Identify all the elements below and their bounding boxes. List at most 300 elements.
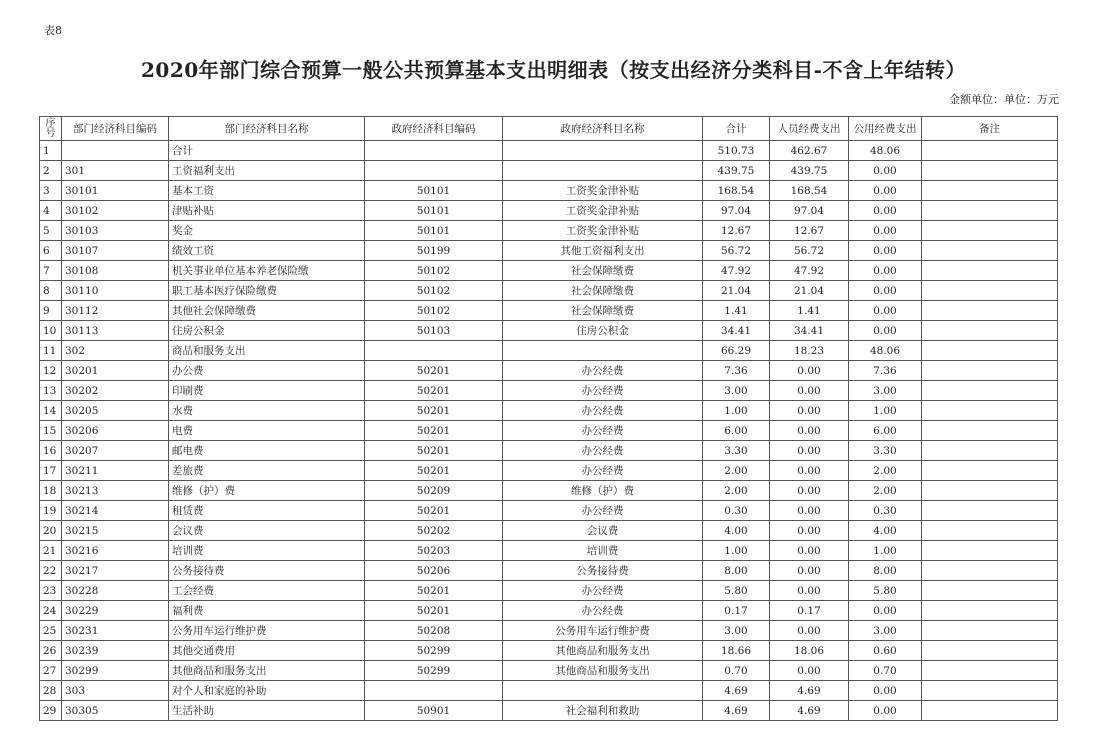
cell-dept-code: 30211 [62,461,169,481]
cell-personnel: 0.00 [770,581,849,601]
cell-personnel: 47.92 [770,261,849,281]
cell-remark [922,261,1058,281]
cell-gov-name: 培训费 [503,541,703,561]
cell-personnel: 0.00 [770,561,849,581]
cell-public: 7.36 [849,361,922,381]
table-row [40,601,1058,621]
cell-gov-name [503,141,703,161]
cell-public: 0.00 [849,221,922,241]
table-row [40,621,1058,641]
cell-seq: 23 [40,581,62,601]
cell-personnel: 97.04 [770,201,849,221]
cell-dept-name: 奖金 [169,221,365,241]
cell-public: 4.00 [849,521,922,541]
table-row [40,421,1058,441]
cell-gov-name [503,341,703,361]
cell-personnel: 0.00 [770,501,849,521]
cell-gov-code: 50201 [365,461,503,481]
cell-dept-name: 对个人和家庭的补助 [169,681,365,701]
cell-total: 3.30 [703,441,770,461]
cell-dept-name: 办公费 [169,361,365,381]
cell-dept-name: 会议费 [169,521,365,541]
cell-remark [922,141,1058,161]
cell-remark [922,481,1058,501]
cell-public: 48.06 [849,141,922,161]
cell-remark [922,601,1058,621]
cell-dept-code: 30216 [62,541,169,561]
cell-remark [922,441,1058,461]
cell-personnel: 21.04 [770,281,849,301]
cell-dept-name: 津贴补贴 [169,201,365,221]
cell-dept-code: 30305 [62,701,169,721]
table-row [40,681,1058,701]
cell-gov-code: 50102 [365,281,503,301]
cell-public: 8.00 [849,561,922,581]
cell-dept-name: 工会经费 [169,581,365,601]
cell-gov-code: 50101 [365,201,503,221]
cell-dept-name: 维修（护）费 [169,481,365,501]
cell-dept-code: 30239 [62,641,169,661]
cell-dept-code: 30229 [62,601,169,621]
cell-personnel: 439.75 [770,161,849,181]
cell-gov-name: 工资奖金津补贴 [503,221,703,241]
header-personnel: 人员经费支出 [770,117,849,141]
cell-dept-code: 30214 [62,501,169,521]
cell-total: 0.30 [703,501,770,521]
cell-remark [922,661,1058,681]
cell-total: 3.00 [703,381,770,401]
cell-personnel: 0.00 [770,621,849,641]
cell-public: 0.30 [849,501,922,521]
table-row [40,461,1058,481]
cell-public: 3.30 [849,441,922,461]
cell-gov-code: 50209 [365,481,503,501]
cell-dept-code: 30213 [62,481,169,501]
cell-gov-code: 50101 [365,181,503,201]
cell-remark [922,361,1058,381]
cell-remark [922,181,1058,201]
cell-personnel: 4.69 [770,681,849,701]
cell-gov-code [365,681,503,701]
cell-gov-code: 50201 [365,601,503,621]
cell-gov-code: 50208 [365,621,503,641]
table-row [40,441,1058,461]
cell-seq: 8 [40,281,62,301]
cell-total: 8.00 [703,561,770,581]
table-row [40,581,1058,601]
cell-gov-name: 住房公积金 [503,321,703,341]
cell-gov-name: 办公经费 [503,461,703,481]
cell-dept-code: 30101 [62,181,169,201]
cell-seq: 3 [40,181,62,201]
cell-dept-code: 30228 [62,581,169,601]
cell-dept-name: 合计 [169,141,365,161]
table-row [40,201,1058,221]
cell-personnel: 1.41 [770,301,849,321]
cell-seq: 25 [40,621,62,641]
cell-total: 12.67 [703,221,770,241]
cell-seq: 27 [40,661,62,681]
cell-total: 0.70 [703,661,770,681]
cell-dept-code: 30206 [62,421,169,441]
cell-seq: 12 [40,361,62,381]
cell-public: 0.00 [849,321,922,341]
cell-total: 168.54 [703,181,770,201]
header-gov-name: 政府经济科目名称 [503,117,703,141]
cell-dept-name: 其他商品和服务支出 [169,661,365,681]
cell-remark [922,681,1058,701]
cell-gov-name: 办公经费 [503,381,703,401]
cell-dept-name: 职工基本医疗保险缴费 [169,281,365,301]
cell-personnel: 0.17 [770,601,849,621]
table-row [40,241,1058,261]
cell-seq: 14 [40,401,62,421]
cell-seq: 9 [40,301,62,321]
cell-remark [922,321,1058,341]
cell-remark [922,341,1058,361]
cell-dept-code: 302 [62,341,169,361]
cell-remark [922,541,1058,561]
cell-seq: 18 [40,481,62,501]
cell-gov-name: 办公经费 [503,441,703,461]
table-header-row [40,117,1058,141]
cell-gov-name: 公务接待费 [503,561,703,581]
cell-public: 48.06 [849,341,922,361]
cell-dept-code [62,141,169,161]
table-row [40,181,1058,201]
cell-dept-code: 30102 [62,201,169,221]
cell-gov-code: 50199 [365,241,503,261]
cell-total: 34.41 [703,321,770,341]
cell-gov-name: 办公经费 [503,601,703,621]
cell-personnel: 0.00 [770,461,849,481]
cell-total: 3.00 [703,621,770,641]
cell-personnel: 0.00 [770,521,849,541]
cell-dept-name: 其他社会保障缴费 [169,301,365,321]
cell-gov-code: 50201 [365,401,503,421]
cell-seq: 16 [40,441,62,461]
cell-total: 5.80 [703,581,770,601]
cell-gov-code: 50101 [365,221,503,241]
page-title: 2020年部门综合预算一般公共预算基本支出明细表（按支出经济分类科目-不含上年结转） [141,58,966,82]
cell-remark [922,501,1058,521]
cell-total: 1.00 [703,541,770,561]
cell-remark [922,221,1058,241]
cell-dept-code: 30215 [62,521,169,541]
cell-remark [922,641,1058,661]
cell-seq: 7 [40,261,62,281]
cell-gov-code [365,141,503,161]
table-row [40,701,1058,721]
cell-gov-code: 50102 [365,261,503,281]
header-remark: 备注 [922,117,1058,141]
cell-personnel: 0.00 [770,661,849,681]
cell-gov-name: 办公经费 [503,361,703,381]
cell-seq: 4 [40,201,62,221]
cell-gov-name: 办公经费 [503,501,703,521]
cell-personnel: 12.67 [770,221,849,241]
cell-dept-name: 生活补助 [169,701,365,721]
cell-remark [922,161,1058,181]
cell-public: 1.00 [849,541,922,561]
table-row [40,221,1058,241]
cell-personnel: 18.06 [770,641,849,661]
cell-gov-name: 其他商品和服务支出 [503,661,703,681]
cell-public: 0.00 [849,261,922,281]
cell-remark [922,381,1058,401]
cell-dept-name: 绩效工资 [169,241,365,261]
cell-gov-name: 公务用车运行维护费 [503,621,703,641]
cell-dept-name: 印刷费 [169,381,365,401]
cell-dept-name: 差旅费 [169,461,365,481]
cell-public: 0.00 [849,281,922,301]
cell-dept-name: 邮电费 [169,441,365,461]
cell-remark [922,561,1058,581]
table-row [40,301,1058,321]
cell-seq: 19 [40,501,62,521]
cell-dept-code: 30112 [62,301,169,321]
cell-gov-name: 社会福利和救助 [503,701,703,721]
cell-seq: 28 [40,681,62,701]
cell-personnel: 0.00 [770,481,849,501]
cell-dept-code: 30113 [62,321,169,341]
cell-gov-code: 50103 [365,321,503,341]
cell-remark [922,521,1058,541]
table-row [40,261,1058,281]
cell-public: 0.00 [849,201,922,221]
cell-gov-code: 50201 [365,581,503,601]
cell-dept-name: 租赁费 [169,501,365,521]
cell-total: 56.72 [703,241,770,261]
cell-gov-name [503,161,703,181]
cell-gov-code: 50102 [365,301,503,321]
cell-total: 2.00 [703,461,770,481]
cell-gov-name: 工资奖金津补贴 [503,201,703,221]
cell-personnel: 34.41 [770,321,849,341]
cell-gov-name: 办公经费 [503,581,703,601]
table-row [40,361,1058,381]
cell-dept-code: 30110 [62,281,169,301]
cell-remark [922,241,1058,261]
cell-dept-code: 30202 [62,381,169,401]
cell-public: 0.00 [849,301,922,321]
cell-public: 0.00 [849,181,922,201]
cell-dept-code: 30201 [62,361,169,381]
cell-seq: 13 [40,381,62,401]
cell-seq: 10 [40,321,62,341]
cell-gov-code: 50901 [365,701,503,721]
header-dept-name: 部门经济科目名称 [169,117,365,141]
cell-seq: 5 [40,221,62,241]
cell-dept-name: 福利费 [169,601,365,621]
cell-gov-code: 50202 [365,521,503,541]
table-row [40,381,1058,401]
cell-total: 2.00 [703,481,770,501]
cell-seq: 21 [40,541,62,561]
cell-gov-name: 工资奖金津补贴 [503,181,703,201]
form-number: 表8 [44,24,62,37]
cell-gov-name: 社会保障缴费 [503,281,703,301]
cell-personnel: 462.67 [770,141,849,161]
cell-seq: 24 [40,601,62,621]
cell-personnel: 0.00 [770,441,849,461]
cell-public: 0.00 [849,601,922,621]
cell-gov-code: 50201 [365,381,503,401]
cell-public: 0.00 [849,701,922,721]
cell-gov-code: 50299 [365,641,503,661]
cell-total: 21.04 [703,281,770,301]
cell-dept-name: 水费 [169,401,365,421]
cell-gov-code: 50299 [365,661,503,681]
budget-detail-table [39,116,1058,721]
cell-remark [922,621,1058,641]
cell-remark [922,701,1058,721]
table-row [40,481,1058,501]
cell-public: 0.00 [849,681,922,701]
cell-remark [922,301,1058,321]
cell-personnel: 0.00 [770,361,849,381]
cell-dept-code: 30103 [62,221,169,241]
cell-total: 0.17 [703,601,770,621]
cell-gov-code: 50201 [365,421,503,441]
cell-personnel: 0.00 [770,401,849,421]
table-row [40,541,1058,561]
cell-gov-name [503,681,703,701]
cell-gov-name: 会议费 [503,521,703,541]
table-row [40,161,1058,181]
cell-total: 439.75 [703,161,770,181]
cell-public: 6.00 [849,421,922,441]
cell-seq: 22 [40,561,62,581]
cell-gov-name: 社会保障缴费 [503,301,703,321]
cell-dept-code: 30205 [62,401,169,421]
cell-total: 4.69 [703,681,770,701]
cell-personnel: 168.54 [770,181,849,201]
cell-seq: 2 [40,161,62,181]
table-row [40,521,1058,541]
cell-total: 4.69 [703,701,770,721]
cell-remark [922,421,1058,441]
cell-gov-code [365,341,503,361]
cell-dept-code: 30299 [62,661,169,681]
cell-seq: 15 [40,421,62,441]
cell-public: 2.00 [849,461,922,481]
cell-public: 3.00 [849,621,922,641]
table-row [40,321,1058,341]
header-seq: 序号 [40,117,62,141]
table-row [40,341,1058,361]
cell-gov-name: 其他商品和服务支出 [503,641,703,661]
table-row [40,561,1058,581]
cell-public: 0.00 [849,241,922,261]
table-row [40,501,1058,521]
cell-gov-name: 办公经费 [503,401,703,421]
cell-total: 7.36 [703,361,770,381]
cell-remark [922,201,1058,221]
cell-seq: 1 [40,141,62,161]
cell-dept-code: 30107 [62,241,169,261]
cell-total: 47.92 [703,261,770,281]
cell-total: 18.66 [703,641,770,661]
cell-dept-name: 电费 [169,421,365,441]
cell-gov-code: 50201 [365,361,503,381]
cell-remark [922,401,1058,421]
cell-gov-code [365,161,503,181]
cell-remark [922,581,1058,601]
cell-total: 510.73 [703,141,770,161]
cell-gov-code: 50203 [365,541,503,561]
cell-remark [922,281,1058,301]
header-total: 合计 [703,117,770,141]
cell-public: 0.00 [849,161,922,181]
table-row [40,641,1058,661]
cell-seq: 11 [40,341,62,361]
table-row [40,281,1058,301]
cell-seq: 20 [40,521,62,541]
cell-total: 66.29 [703,341,770,361]
cell-seq: 17 [40,461,62,481]
header-gov-code: 政府经济科目编码 [365,117,503,141]
cell-seq: 29 [40,701,62,721]
cell-personnel: 18.23 [770,341,849,361]
cell-dept-code: 30207 [62,441,169,461]
table-row [40,401,1058,421]
cell-personnel: 4.69 [770,701,849,721]
cell-public: 0.70 [849,661,922,681]
cell-dept-code: 303 [62,681,169,701]
cell-total: 6.00 [703,421,770,441]
cell-public: 1.00 [849,401,922,421]
cell-dept-code: 30217 [62,561,169,581]
cell-personnel: 56.72 [770,241,849,261]
cell-public: 3.00 [849,381,922,401]
cell-personnel: 0.00 [770,421,849,441]
cell-total: 1.00 [703,401,770,421]
cell-total: 1.41 [703,301,770,321]
cell-seq: 26 [40,641,62,661]
cell-public: 0.60 [849,641,922,661]
cell-total: 4.00 [703,521,770,541]
cell-dept-name: 商品和服务支出 [169,341,365,361]
cell-dept-name: 机关事业单位基本养老保险缴 [169,261,365,281]
cell-dept-name: 工资福利支出 [169,161,365,181]
cell-gov-code: 50201 [365,501,503,521]
cell-dept-name: 公务用车运行维护费 [169,621,365,641]
cell-personnel: 0.00 [770,541,849,561]
cell-public: 2.00 [849,481,922,501]
table-row [40,661,1058,681]
cell-dept-name: 培训费 [169,541,365,561]
cell-gov-name: 办公经费 [503,421,703,441]
cell-gov-name: 其他工资福利支出 [503,241,703,261]
cell-dept-name: 基本工资 [169,181,365,201]
cell-dept-code: 30231 [62,621,169,641]
cell-gov-code: 50206 [365,561,503,581]
cell-seq: 6 [40,241,62,261]
table-row [40,141,1058,161]
cell-personnel: 0.00 [770,381,849,401]
cell-dept-name: 其他交通费用 [169,641,365,661]
cell-dept-code: 301 [62,161,169,181]
cell-public: 5.80 [849,581,922,601]
cell-remark [922,461,1058,481]
cell-gov-code: 50201 [365,441,503,461]
unit-note: 金额单位：单位：万元 [949,93,1059,106]
cell-dept-code: 30108 [62,261,169,281]
cell-dept-name: 公务接待费 [169,561,365,581]
cell-gov-name: 维修（护）费 [503,481,703,501]
cell-dept-name: 住房公积金 [169,321,365,341]
